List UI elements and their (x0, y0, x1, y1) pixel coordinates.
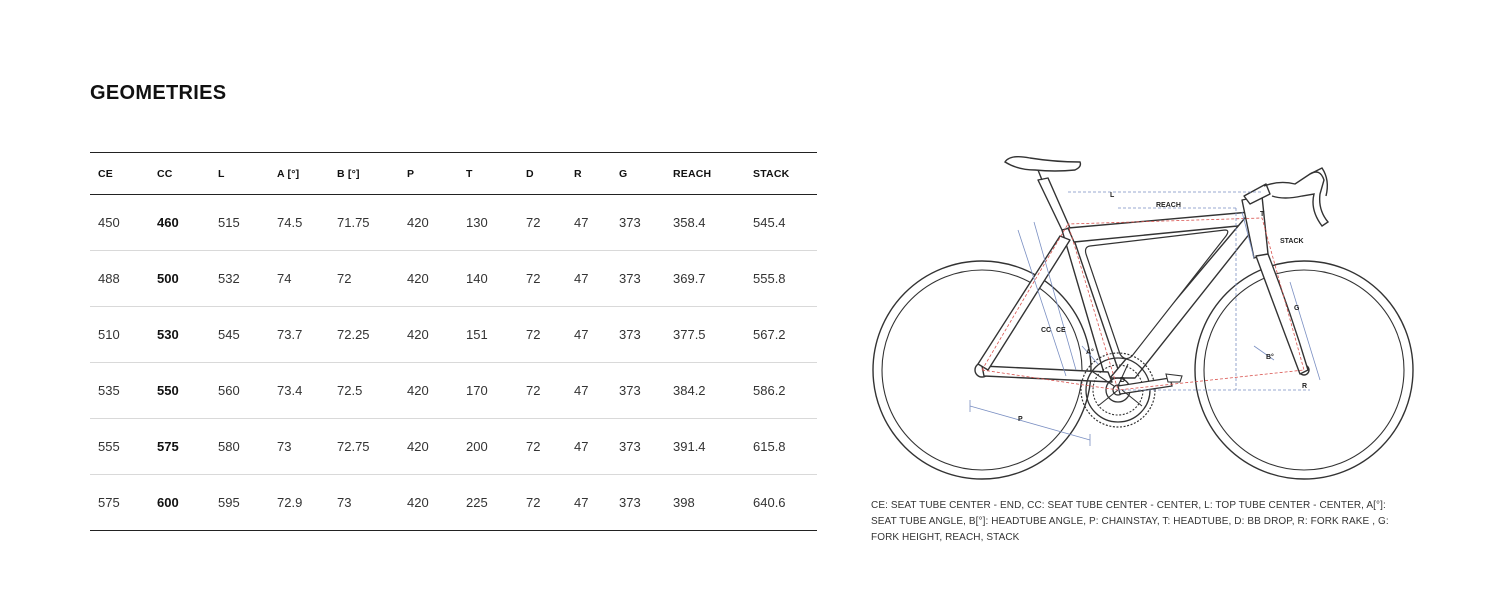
cell-r: 47 (566, 363, 611, 419)
cell-p: 420 (399, 307, 458, 363)
cell-g: 373 (611, 307, 665, 363)
cell-p: 420 (399, 363, 458, 419)
cell-ce: 575 (90, 475, 149, 531)
cell-l: 560 (210, 363, 269, 419)
cell-ce: 555 (90, 419, 149, 475)
cell-d: 72 (518, 475, 566, 531)
cell-stack: 545.4 (745, 195, 817, 251)
cell-r: 47 (566, 251, 611, 307)
col-header-g: G (611, 153, 665, 195)
cell-d: 72 (518, 251, 566, 307)
cell-r: 47 (566, 307, 611, 363)
cell-ce: 488 (90, 251, 149, 307)
col-header-a: A [°] (269, 153, 329, 195)
cell-l: 580 (210, 419, 269, 475)
label-reach: REACH (1156, 202, 1181, 209)
cell-reach: 358.4 (665, 195, 745, 251)
table-row (90, 475, 817, 531)
cell-g: 373 (611, 419, 665, 475)
cell-d: 72 (518, 195, 566, 251)
cell-d: 72 (518, 363, 566, 419)
cell-a: 73 (269, 419, 329, 475)
label-p: P (1018, 416, 1023, 423)
cell-r: 47 (566, 195, 611, 251)
cell-g: 373 (611, 363, 665, 419)
label-l: L (1110, 192, 1115, 199)
table-row (90, 419, 817, 475)
cell-p: 420 (399, 195, 458, 251)
table-row (90, 195, 817, 251)
cell-cc: 460 (149, 195, 210, 251)
cell-a: 73.4 (269, 363, 329, 419)
cell-reach: 384.2 (665, 363, 745, 419)
cell-r: 47 (566, 419, 611, 475)
cell-a: 72.9 (269, 475, 329, 531)
cell-cc: 500 (149, 251, 210, 307)
cell-d: 72 (518, 307, 566, 363)
cell-b: 73 (329, 475, 399, 531)
cell-g: 373 (611, 251, 665, 307)
label-g: G (1294, 305, 1300, 312)
cell-b: 72.75 (329, 419, 399, 475)
cell-cc: 600 (149, 475, 210, 531)
label-r: R (1302, 383, 1308, 390)
label-t: T (1260, 211, 1265, 218)
cell-l: 595 (210, 475, 269, 531)
geometry-legend: CE: SEAT TUBE CENTER - END, CC: SEAT TUBE CENTER - CENTER, L: TOP TUBE CENTER - CENTER, A[°]: SEAT TUBE ANGLE, B[°]: HEADTUBE ANGLE, P: CHAINSTAY, T: HEADTUBE, D: BB DROP, R: FORK RAKE , G: FORK HEIGHT, REACH, STACK (871, 500, 1389, 543)
cell-g: 373 (611, 195, 665, 251)
cell-stack: 555.8 (745, 251, 817, 307)
geometry-table (90, 152, 817, 531)
table-row (90, 363, 817, 419)
cell-reach: 398 (665, 475, 745, 531)
cell-t: 130 (458, 195, 518, 251)
label-d: D (1120, 377, 1126, 384)
cell-t: 170 (458, 363, 518, 419)
cell-ce: 510 (90, 307, 149, 363)
col-header-stack: STACK (745, 153, 817, 195)
col-header-b: B [°] (329, 153, 399, 195)
cell-p: 420 (399, 475, 458, 531)
cell-p: 420 (399, 419, 458, 475)
cell-ce: 450 (90, 195, 149, 251)
saddle (1005, 157, 1080, 180)
label-stack: STACK (1280, 238, 1304, 245)
cell-cc: 575 (149, 419, 210, 475)
cell-reach: 377.5 (665, 307, 745, 363)
cell-b: 72 (329, 251, 399, 307)
label-a: A° (1086, 349, 1094, 356)
cell-t: 140 (458, 251, 518, 307)
col-header-l: L (210, 153, 269, 195)
cell-b: 72.5 (329, 363, 399, 419)
cell-a: 74.5 (269, 195, 329, 251)
cell-l: 515 (210, 195, 269, 251)
cell-d: 72 (518, 419, 566, 475)
col-header-ce: CE (90, 153, 149, 195)
cell-l: 532 (210, 251, 269, 307)
cell-b: 71.75 (329, 195, 399, 251)
cell-b: 72.25 (329, 307, 399, 363)
col-header-reach: REACH (665, 153, 745, 195)
cell-reach: 391.4 (665, 419, 745, 475)
col-header-t: T (458, 153, 518, 195)
cell-cc: 550 (149, 363, 210, 419)
label-ce: CE (1056, 327, 1066, 334)
cell-stack: 586.2 (745, 363, 817, 419)
cell-reach: 369.7 (665, 251, 745, 307)
cell-a: 73.7 (269, 307, 329, 363)
cell-cc: 530 (149, 307, 210, 363)
table-row (90, 307, 817, 363)
col-header-p: P (399, 153, 458, 195)
page-title: GEOMETRIES (90, 82, 227, 104)
cell-p: 420 (399, 251, 458, 307)
table-row (90, 251, 817, 307)
col-header-r: R (566, 153, 611, 195)
cell-stack: 640.6 (745, 475, 817, 531)
cell-a: 74 (269, 251, 329, 307)
cell-r: 47 (566, 475, 611, 531)
label-cc: CC (1041, 327, 1052, 334)
cell-stack: 615.8 (745, 419, 817, 475)
cell-ce: 535 (90, 363, 149, 419)
cell-l: 545 (210, 307, 269, 363)
col-header-d: D (518, 153, 566, 195)
col-header-cc: CC (149, 153, 210, 195)
cell-g: 373 (611, 475, 665, 531)
handlebar (1264, 168, 1328, 226)
bike-geometry-diagram (870, 150, 1415, 485)
cell-t: 225 (458, 475, 518, 531)
label-b: B° (1266, 354, 1274, 361)
table-header-row (90, 153, 817, 195)
bike-frame (978, 178, 1308, 382)
cell-stack: 567.2 (745, 307, 817, 363)
cell-t: 200 (458, 419, 518, 475)
cell-t: 151 (458, 307, 518, 363)
